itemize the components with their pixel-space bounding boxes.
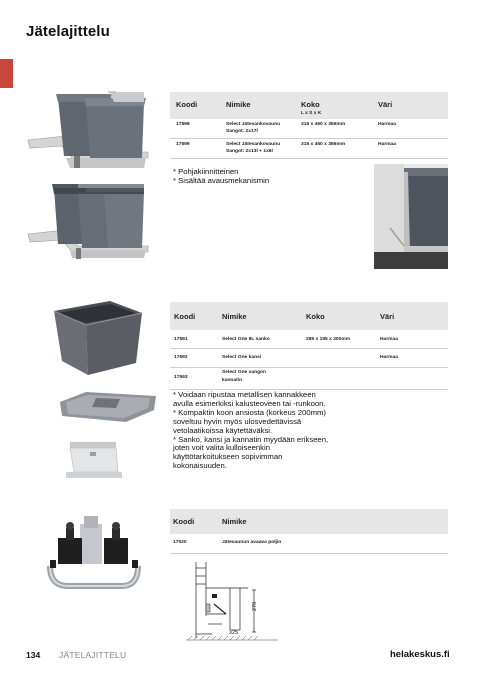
dimension-width-label: ≥25 bbox=[229, 630, 239, 636]
row-name-detail: kannatin bbox=[222, 378, 243, 383]
row-code: 17591 bbox=[174, 337, 188, 342]
col-size-header: Koko bbox=[301, 100, 320, 109]
row-color: Harmaa bbox=[378, 142, 396, 147]
waste-bin-cart-2x13-1x6-image bbox=[26, 178, 150, 260]
table-header bbox=[170, 509, 448, 534]
table-header bbox=[170, 92, 448, 119]
row-code: 17598 bbox=[176, 122, 190, 127]
row-code: 17599 bbox=[176, 142, 190, 147]
col-code-header: Koodi bbox=[173, 517, 195, 526]
table-row bbox=[170, 368, 448, 390]
waste-bin-cart-2x17-image bbox=[26, 88, 150, 170]
col-size-header: Koko bbox=[306, 312, 325, 321]
table-row bbox=[170, 139, 448, 159]
note-line: * Sanko, kansi ja kannatin myydään erikseen, bbox=[173, 434, 329, 444]
col-color-header: Väri bbox=[378, 100, 393, 109]
col-code-header: Koodi bbox=[174, 312, 196, 321]
note-line: * Sisältää avausmekanismin bbox=[173, 175, 270, 185]
row-color: Harmaa bbox=[380, 355, 398, 360]
page-title: Jätelajittelu bbox=[26, 23, 110, 40]
row-name-detail: Sangot: 2x17l bbox=[226, 129, 258, 134]
pedal-opener-image bbox=[44, 514, 144, 590]
table-header bbox=[170, 302, 448, 330]
col-name-header: Nimike bbox=[222, 517, 247, 526]
note-line: * Kompaktin koon ansiosta (korkeus 200mm) bbox=[173, 407, 326, 417]
row-name: Select One 8L sanko bbox=[222, 337, 270, 342]
product-table-2 bbox=[170, 302, 448, 390]
row-size: 315 x 460 x 356mm bbox=[301, 122, 346, 127]
row-size: 285 x 195 x 200mm bbox=[306, 337, 351, 342]
row-color: Harmaa bbox=[378, 122, 396, 127]
section-accent-tab bbox=[0, 59, 13, 88]
note-line: avulla esimerkiksi kalusteoveen tai -runkoon. bbox=[173, 398, 326, 408]
product-notes-2 bbox=[173, 391, 328, 471]
col-color-header: Väri bbox=[380, 312, 395, 321]
row-name: Select Jätesankovaunu bbox=[226, 142, 281, 147]
select-one-bin-image bbox=[50, 297, 144, 377]
installed-cabinet-photo bbox=[374, 164, 448, 269]
product-table-1 bbox=[170, 92, 448, 159]
row-size: 315 x 460 x 356mm bbox=[301, 142, 346, 147]
row-code: 17020 bbox=[173, 540, 187, 545]
select-one-holder-image bbox=[60, 438, 128, 482]
col-name-header: Nimike bbox=[226, 100, 251, 109]
note-line: vetolaatikoissa käytettäväksi. bbox=[173, 425, 273, 435]
note-line: * Pohjakiinnitteinen bbox=[173, 167, 239, 176]
note-line: kokonaisuuden. bbox=[173, 461, 227, 471]
row-color: Harmaa bbox=[380, 337, 398, 342]
page-number: 134 bbox=[26, 650, 41, 660]
col-size-subheader: L x S x K bbox=[301, 111, 322, 116]
dimension-height-label: 270 bbox=[252, 601, 258, 611]
table-row bbox=[170, 330, 448, 349]
table-row bbox=[170, 534, 448, 554]
note-line: soveltuu hyvin myös ulosvedettävissä bbox=[173, 416, 302, 426]
table-row bbox=[170, 119, 448, 139]
footer-section-title: JÄTELAJITTELU bbox=[59, 650, 127, 660]
col-name-header: Nimike bbox=[222, 312, 247, 321]
note-line: käyttötarkoitukseen sopivimman bbox=[173, 452, 283, 462]
row-code: 17593 bbox=[174, 375, 188, 380]
table-row bbox=[170, 349, 448, 368]
note-line: * Voidaan ripustaa metallisen kannakkeen bbox=[173, 390, 316, 399]
row-name: Select Jätesankovaunu bbox=[226, 122, 281, 127]
row-code: 17592 bbox=[174, 355, 188, 360]
row-name-detail: Sangot: 2x13l + 1x6l bbox=[226, 149, 273, 154]
product-table-3 bbox=[170, 509, 448, 554]
row-name: Select One kansi bbox=[222, 355, 262, 360]
row-name: Jätevaunun avaava poljin bbox=[222, 540, 282, 545]
select-one-lid-image bbox=[56, 388, 160, 426]
footer-website[interactable]: helakeskus.fi bbox=[390, 649, 450, 660]
note-line: joten voit valita kulloiseenkin bbox=[173, 443, 271, 453]
col-code-header: Koodi bbox=[176, 100, 198, 109]
row-name: Select One sangon bbox=[222, 370, 267, 375]
product-notes-1 bbox=[173, 168, 269, 186]
